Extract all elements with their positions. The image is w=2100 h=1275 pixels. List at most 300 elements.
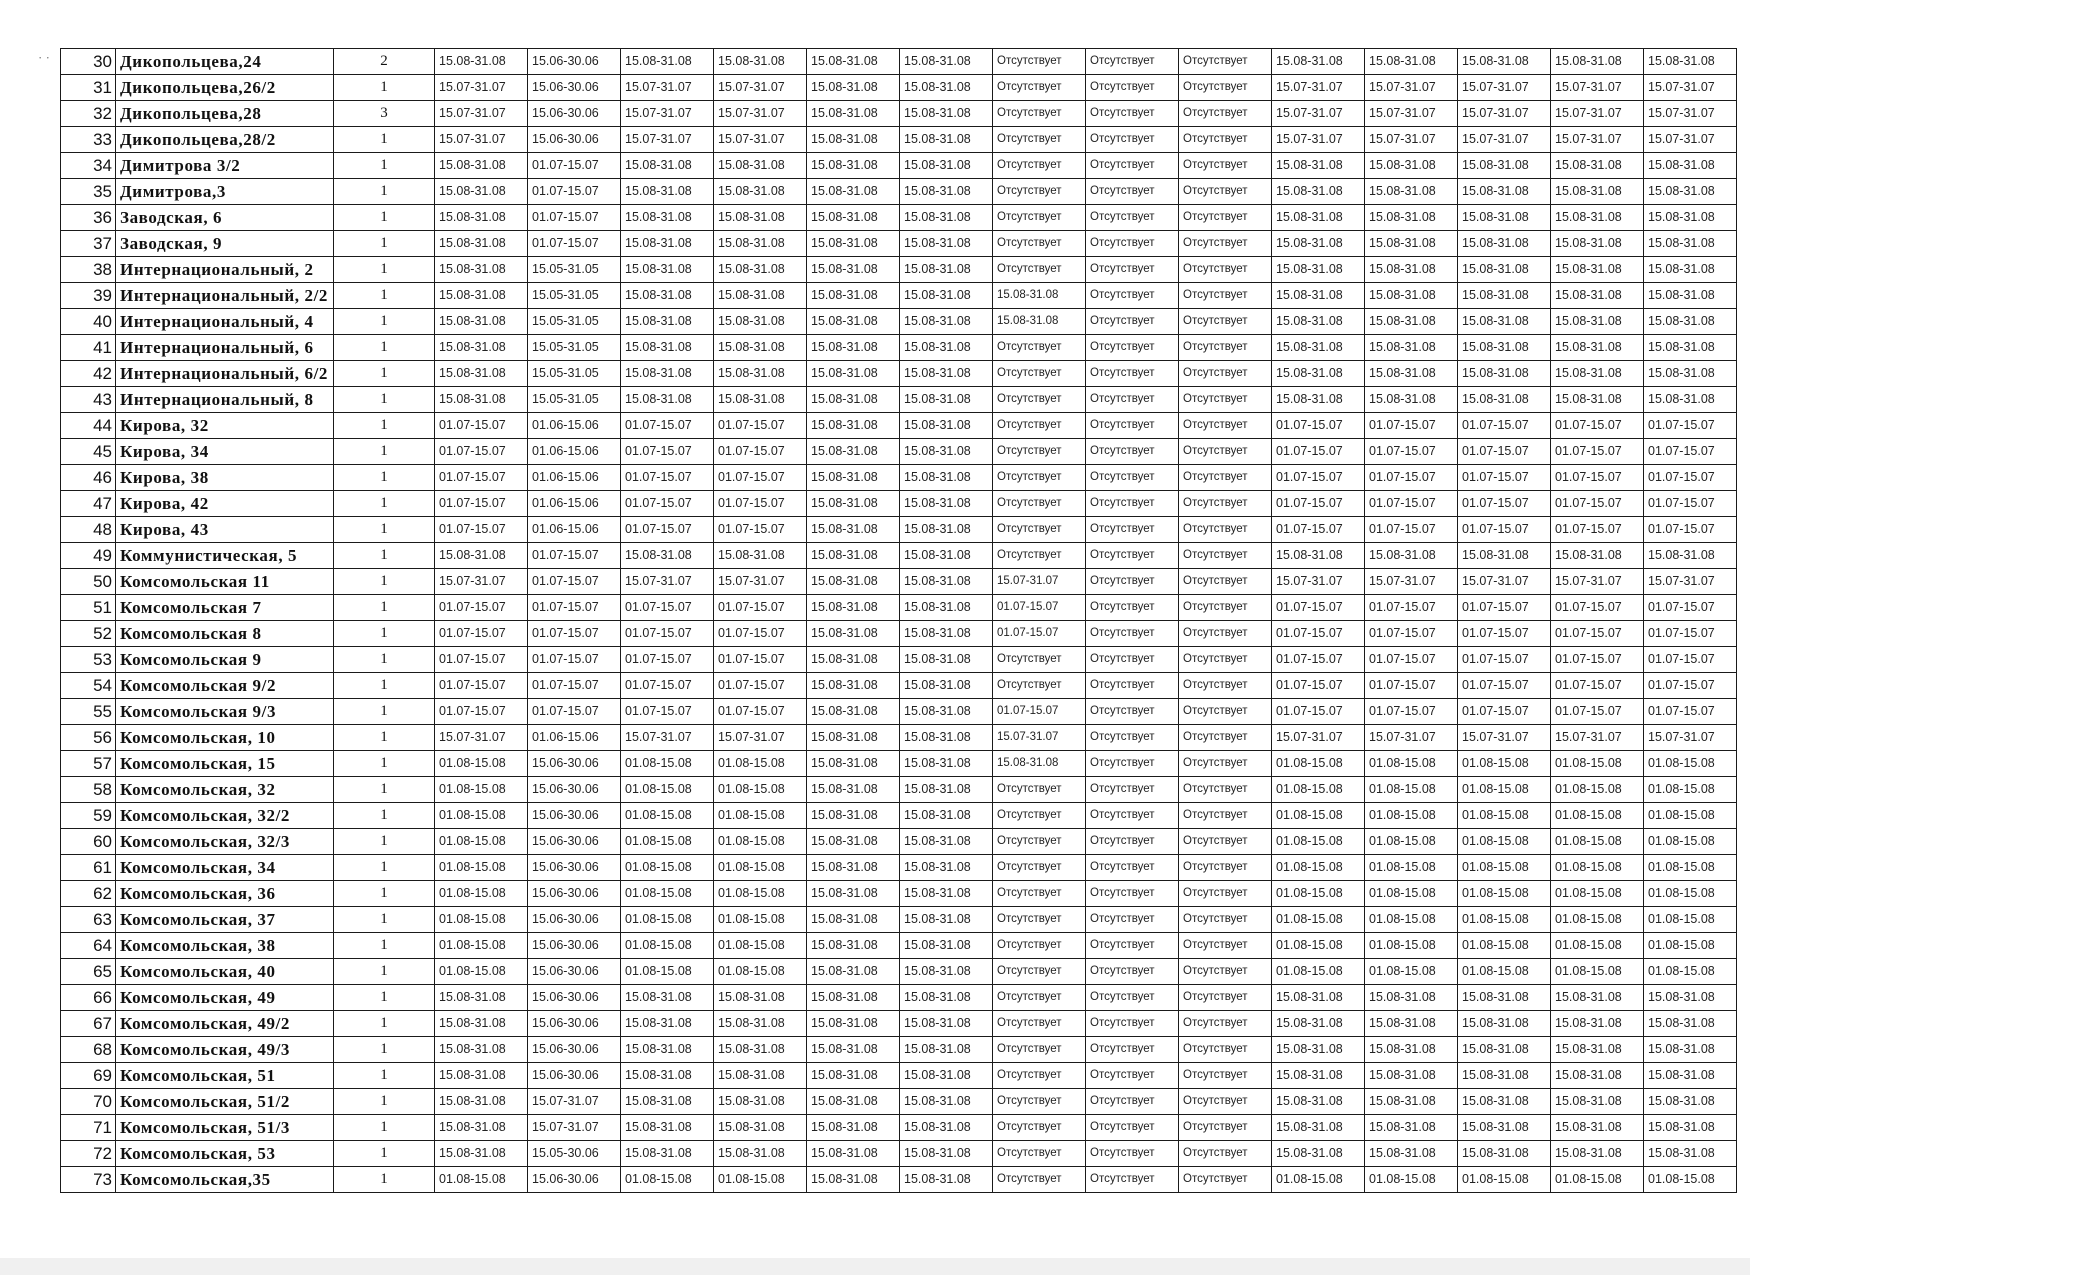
date-range-cell: Отсутствует: [993, 959, 1086, 985]
count-cell: 2: [334, 49, 435, 75]
date-range-cell: Отсутствует: [1086, 699, 1179, 725]
date-range-cell: 01.08-15.08: [435, 933, 528, 959]
date-range-cell: 01.08-15.08: [1551, 829, 1644, 855]
date-range-cell: 01.08-15.08: [1365, 907, 1458, 933]
address-cell: Комсомольская, 53: [116, 1141, 334, 1167]
date-range-cell: 01.08-15.08: [1458, 803, 1551, 829]
date-range-cell: 15.06-30.06: [528, 829, 621, 855]
table-row: [61, 1089, 1737, 1115]
date-range-cell: 01.06-15.06: [528, 491, 621, 517]
address-cell: Димитрова 3/2: [116, 153, 334, 179]
date-range-cell: 01.08-15.08: [621, 777, 714, 803]
date-range-cell: 01.08-15.08: [621, 829, 714, 855]
date-range-cell: 15.07-31.07: [1644, 75, 1737, 101]
date-range-cell: 01.08-15.08: [1365, 751, 1458, 777]
count-cell: 1: [334, 959, 435, 985]
date-range-cell: 15.08-31.08: [993, 283, 1086, 309]
date-range-cell: 01.07-15.07: [621, 465, 714, 491]
date-range-cell: 15.08-31.08: [807, 725, 900, 751]
date-range-cell: 15.08-31.08: [900, 413, 993, 439]
row-number: 57: [61, 751, 116, 777]
date-range-cell: 15.08-31.08: [714, 1141, 807, 1167]
table-row: [61, 49, 1737, 75]
date-range-cell: Отсутствует: [993, 387, 1086, 413]
date-range-cell: 15.08-31.08: [807, 855, 900, 881]
date-range-cell: 15.08-31.08: [1272, 257, 1365, 283]
date-range-cell: 15.08-31.08: [435, 1037, 528, 1063]
date-range-cell: Отсутствует: [1086, 1167, 1179, 1193]
date-range-cell: 15.07-31.07: [1458, 725, 1551, 751]
date-range-cell: 01.07-15.07: [621, 621, 714, 647]
row-number: 44: [61, 413, 116, 439]
date-range-cell: 01.07-15.07: [435, 647, 528, 673]
row-number: 35: [61, 179, 116, 205]
date-range-cell: 15.08-31.08: [1458, 205, 1551, 231]
date-range-cell: Отсутствует: [1179, 1063, 1272, 1089]
address-cell: Кирова, 42: [116, 491, 334, 517]
date-range-cell: 15.08-31.08: [993, 309, 1086, 335]
address-cell: Комсомольская, 32/3: [116, 829, 334, 855]
date-range-cell: 01.07-15.07: [621, 413, 714, 439]
date-range-cell: 15.08-31.08: [1272, 985, 1365, 1011]
date-range-cell: 15.08-31.08: [621, 153, 714, 179]
date-range-cell: Отсутствует: [1086, 543, 1179, 569]
date-range-cell: 15.08-31.08: [1365, 205, 1458, 231]
date-range-cell: 01.07-15.07: [528, 205, 621, 231]
address-cell: Заводская, 6: [116, 205, 334, 231]
date-range-cell: 15.07-31.07: [1551, 569, 1644, 595]
date-range-cell: 15.08-31.08: [900, 933, 993, 959]
date-range-cell: 01.08-15.08: [435, 829, 528, 855]
date-range-cell: 15.08-31.08: [714, 49, 807, 75]
table-row: [61, 907, 1737, 933]
table-row: [61, 75, 1737, 101]
row-number: 56: [61, 725, 116, 751]
date-range-cell: 15.08-31.08: [1458, 361, 1551, 387]
date-range-cell: 15.08-31.08: [807, 985, 900, 1011]
date-range-cell: 15.08-31.08: [900, 283, 993, 309]
count-cell: 1: [334, 777, 435, 803]
address-cell: Комсомольская, 32: [116, 777, 334, 803]
date-range-cell: 01.08-15.08: [621, 881, 714, 907]
date-range-cell: Отсутствует: [1179, 725, 1272, 751]
date-range-cell: 15.06-30.06: [528, 1011, 621, 1037]
row-number: 67: [61, 1011, 116, 1037]
date-range-cell: 01.07-15.07: [993, 699, 1086, 725]
date-range-cell: 15.07-31.07: [528, 1115, 621, 1141]
date-range-cell: 01.07-15.07: [1644, 465, 1737, 491]
date-range-cell: 01.08-15.08: [1272, 803, 1365, 829]
date-range-cell: 01.07-15.07: [1551, 699, 1644, 725]
date-range-cell: 01.07-15.07: [1365, 465, 1458, 491]
table-row: [61, 335, 1737, 361]
date-range-cell: 15.08-31.08: [621, 335, 714, 361]
row-number: 68: [61, 1037, 116, 1063]
date-range-cell: 15.08-31.08: [435, 283, 528, 309]
date-range-cell: 15.08-31.08: [1644, 49, 1737, 75]
date-range-cell: 15.08-31.08: [435, 231, 528, 257]
date-range-cell: 15.08-31.08: [1365, 985, 1458, 1011]
date-range-cell: 15.08-31.08: [435, 153, 528, 179]
date-range-cell: 15.08-31.08: [1551, 1063, 1644, 1089]
date-range-cell: Отсутствует: [1086, 933, 1179, 959]
date-range-cell: 15.08-31.08: [1644, 179, 1737, 205]
address-cell: Кирова, 34: [116, 439, 334, 465]
date-range-cell: 01.07-15.07: [1272, 699, 1365, 725]
date-range-cell: 15.08-31.08: [1365, 49, 1458, 75]
date-range-cell: 01.07-15.07: [1272, 673, 1365, 699]
table-row: [61, 101, 1737, 127]
date-range-cell: 01.08-15.08: [1551, 803, 1644, 829]
row-number: 47: [61, 491, 116, 517]
date-range-cell: Отсутствует: [1179, 257, 1272, 283]
count-cell: 1: [334, 1141, 435, 1167]
date-range-cell: 01.07-15.07: [528, 621, 621, 647]
date-range-cell: 01.07-15.07: [528, 569, 621, 595]
date-range-cell: 01.07-15.07: [1272, 413, 1365, 439]
date-range-cell: 01.08-15.08: [621, 959, 714, 985]
address-cell: Комсомольская, 40: [116, 959, 334, 985]
address-cell: Комсомольская 9/2: [116, 673, 334, 699]
table-row: [61, 803, 1737, 829]
count-cell: 1: [334, 1167, 435, 1193]
date-range-cell: Отсутствует: [993, 1011, 1086, 1037]
date-range-cell: 01.07-15.07: [435, 621, 528, 647]
date-range-cell: 01.07-15.07: [1272, 595, 1365, 621]
date-range-cell: 15.08-31.08: [435, 387, 528, 413]
date-range-cell: 15.08-31.08: [621, 49, 714, 75]
date-range-cell: 15.08-31.08: [900, 231, 993, 257]
date-range-cell: Отсутствует: [993, 1037, 1086, 1063]
date-range-cell: 15.08-31.08: [1272, 361, 1365, 387]
date-range-cell: Отсутствует: [1179, 829, 1272, 855]
date-range-cell: 15.08-31.08: [900, 179, 993, 205]
date-range-cell: 15.06-30.06: [528, 1063, 621, 1089]
date-range-cell: Отсутствует: [1179, 231, 1272, 257]
date-range-cell: 15.08-31.08: [900, 153, 993, 179]
date-range-cell: 15.08-31.08: [435, 257, 528, 283]
date-range-cell: 15.08-31.08: [807, 231, 900, 257]
date-range-cell: 01.08-15.08: [714, 777, 807, 803]
date-range-cell: Отсутствует: [993, 75, 1086, 101]
count-cell: 1: [334, 881, 435, 907]
date-range-cell: 15.08-31.08: [1551, 283, 1644, 309]
date-range-cell: 15.08-31.08: [714, 1011, 807, 1037]
date-range-cell: 01.07-15.07: [528, 699, 621, 725]
date-range-cell: 01.07-15.07: [1644, 439, 1737, 465]
count-cell: 1: [334, 647, 435, 673]
date-range-cell: 15.08-31.08: [807, 777, 900, 803]
date-range-cell: Отсутствует: [1179, 179, 1272, 205]
date-range-cell: Отсутствует: [993, 985, 1086, 1011]
date-range-cell: 15.08-31.08: [1644, 205, 1737, 231]
date-range-cell: 01.06-15.06: [528, 413, 621, 439]
date-range-cell: Отсутствует: [1086, 413, 1179, 439]
date-range-cell: 01.07-15.07: [1458, 439, 1551, 465]
date-range-cell: 15.08-31.08: [1458, 1089, 1551, 1115]
row-number: 43: [61, 387, 116, 413]
date-range-cell: Отсутствует: [993, 1115, 1086, 1141]
date-range-cell: 15.08-31.08: [900, 699, 993, 725]
count-cell: 1: [334, 569, 435, 595]
date-range-cell: 15.08-31.08: [1272, 1115, 1365, 1141]
date-range-cell: 01.07-15.07: [621, 647, 714, 673]
count-cell: 1: [334, 127, 435, 153]
date-range-cell: 15.08-31.08: [435, 1115, 528, 1141]
date-range-cell: 15.08-31.08: [900, 101, 993, 127]
date-range-cell: 15.08-31.08: [807, 257, 900, 283]
date-range-cell: 15.07-31.07: [435, 101, 528, 127]
date-range-cell: 15.06-30.06: [528, 933, 621, 959]
date-range-cell: 15.08-31.08: [807, 1141, 900, 1167]
date-range-cell: 15.08-31.08: [900, 387, 993, 413]
count-cell: 1: [334, 439, 435, 465]
date-range-cell: Отсутствует: [993, 803, 1086, 829]
date-range-cell: Отсутствует: [1086, 283, 1179, 309]
date-range-cell: 15.07-31.07: [1644, 725, 1737, 751]
count-cell: 1: [334, 1089, 435, 1115]
row-number: 65: [61, 959, 116, 985]
address-cell: Димитрова,3: [116, 179, 334, 205]
date-range-cell: 15.08-31.08: [714, 1089, 807, 1115]
date-range-cell: Отсутствует: [1086, 361, 1179, 387]
date-range-cell: 15.08-31.08: [1365, 283, 1458, 309]
count-cell: 1: [334, 699, 435, 725]
date-range-cell: 15.08-31.08: [807, 75, 900, 101]
date-range-cell: 15.08-31.08: [1551, 153, 1644, 179]
date-range-cell: 15.08-31.08: [1272, 153, 1365, 179]
date-range-cell: 01.07-15.07: [1644, 595, 1737, 621]
table-row: [61, 595, 1737, 621]
date-range-cell: 15.08-31.08: [1365, 257, 1458, 283]
date-range-cell: Отсутствует: [993, 517, 1086, 543]
date-range-cell: 15.07-31.07: [435, 75, 528, 101]
date-range-cell: 15.08-31.08: [1272, 1037, 1365, 1063]
date-range-cell: 01.08-15.08: [435, 1167, 528, 1193]
table-row: [61, 517, 1737, 543]
date-range-cell: 01.07-15.07: [1644, 647, 1737, 673]
date-range-cell: 15.06-30.06: [528, 75, 621, 101]
date-range-cell: 01.07-15.07: [435, 673, 528, 699]
row-number: 34: [61, 153, 116, 179]
date-range-cell: 01.07-15.07: [1365, 595, 1458, 621]
date-range-cell: 15.08-31.08: [435, 985, 528, 1011]
date-range-cell: 15.08-31.08: [1365, 543, 1458, 569]
date-range-cell: 15.06-30.06: [528, 1037, 621, 1063]
date-range-cell: 01.07-15.07: [1551, 517, 1644, 543]
date-range-cell: 01.07-15.07: [993, 595, 1086, 621]
date-range-cell: Отсутствует: [1086, 595, 1179, 621]
address-cell: Кирова, 32: [116, 413, 334, 439]
count-cell: 1: [334, 387, 435, 413]
date-range-cell: 15.08-31.08: [1644, 387, 1737, 413]
date-range-cell: Отсутствует: [1086, 179, 1179, 205]
date-range-cell: 15.08-31.08: [621, 179, 714, 205]
date-range-cell: 15.08-31.08: [435, 361, 528, 387]
row-number: 37: [61, 231, 116, 257]
date-range-cell: 15.08-31.08: [1458, 335, 1551, 361]
date-range-cell: 01.08-15.08: [1551, 1167, 1644, 1193]
row-number: 73: [61, 1167, 116, 1193]
date-range-cell: 15.08-31.08: [1644, 543, 1737, 569]
date-range-cell: 15.08-31.08: [621, 309, 714, 335]
address-cell: Интернациональный, 2: [116, 257, 334, 283]
date-range-cell: 01.06-15.06: [528, 517, 621, 543]
address-cell: Интернациональный, 6/2: [116, 361, 334, 387]
date-range-cell: Отсутствует: [1086, 439, 1179, 465]
date-range-cell: 01.08-15.08: [621, 907, 714, 933]
count-cell: 1: [334, 465, 435, 491]
date-range-cell: 15.08-31.08: [900, 1037, 993, 1063]
table-row: [61, 127, 1737, 153]
date-range-cell: Отсутствует: [993, 1063, 1086, 1089]
date-range-cell: 15.08-31.08: [900, 647, 993, 673]
date-range-cell: 15.08-31.08: [714, 1115, 807, 1141]
date-range-cell: 15.08-31.08: [807, 413, 900, 439]
date-range-cell: Отсутствует: [1179, 1167, 1272, 1193]
date-range-cell: 01.08-15.08: [1644, 881, 1737, 907]
date-range-cell: Отсутствует: [1179, 335, 1272, 361]
date-range-cell: 15.08-31.08: [900, 829, 993, 855]
date-range-cell: 01.07-15.07: [1551, 465, 1644, 491]
date-range-cell: 01.07-15.07: [1458, 465, 1551, 491]
date-range-cell: 01.08-15.08: [435, 803, 528, 829]
date-range-cell: 15.08-31.08: [1551, 387, 1644, 413]
date-range-cell: 01.08-15.08: [1272, 959, 1365, 985]
row-number: 49: [61, 543, 116, 569]
date-range-cell: 15.08-31.08: [435, 543, 528, 569]
date-range-cell: 01.07-15.07: [1458, 595, 1551, 621]
date-range-cell: 01.08-15.08: [435, 777, 528, 803]
date-range-cell: 15.08-31.08: [900, 959, 993, 985]
date-range-cell: 15.08-31.08: [1272, 1011, 1365, 1037]
date-range-cell: 01.07-15.07: [714, 621, 807, 647]
date-range-cell: 01.08-15.08: [435, 855, 528, 881]
row-number: 31: [61, 75, 116, 101]
date-range-cell: 15.08-31.08: [1458, 153, 1551, 179]
date-range-cell: 15.08-31.08: [621, 205, 714, 231]
date-range-cell: 15.07-31.07: [1365, 725, 1458, 751]
date-range-cell: 15.07-31.07: [714, 569, 807, 595]
date-range-cell: 15.08-31.08: [807, 751, 900, 777]
date-range-cell: 15.07-31.07: [1365, 75, 1458, 101]
date-range-cell: 01.07-15.07: [1365, 699, 1458, 725]
date-range-cell: 01.08-15.08: [1272, 751, 1365, 777]
date-range-cell: 15.08-31.08: [1644, 231, 1737, 257]
date-range-cell: 01.08-15.08: [1551, 777, 1644, 803]
date-range-cell: 15.07-31.07: [1272, 101, 1365, 127]
count-cell: 1: [334, 309, 435, 335]
count-cell: 1: [334, 673, 435, 699]
date-range-cell: Отсутствует: [993, 153, 1086, 179]
row-number: 30: [61, 49, 116, 75]
table-row: [61, 491, 1737, 517]
date-range-cell: 01.08-15.08: [1551, 855, 1644, 881]
date-range-cell: 15.08-31.08: [1551, 1037, 1644, 1063]
date-range-cell: 15.08-31.08: [1458, 49, 1551, 75]
row-number: 70: [61, 1089, 116, 1115]
count-cell: 1: [334, 283, 435, 309]
date-range-cell: 15.08-31.08: [714, 153, 807, 179]
date-range-cell: 01.07-15.07: [1458, 517, 1551, 543]
date-range-cell: 15.08-31.08: [1551, 49, 1644, 75]
date-range-cell: 15.07-31.07: [1551, 101, 1644, 127]
date-range-cell: 01.07-15.07: [435, 595, 528, 621]
date-range-cell: Отсутствует: [993, 101, 1086, 127]
table-row: [61, 283, 1737, 309]
date-range-cell: 01.08-15.08: [1272, 777, 1365, 803]
date-range-cell: 01.07-15.07: [1644, 491, 1737, 517]
date-range-cell: 15.08-31.08: [807, 595, 900, 621]
date-range-cell: Отсутствует: [1086, 49, 1179, 75]
date-range-cell: 01.07-15.07: [528, 179, 621, 205]
table-row: [61, 1141, 1737, 1167]
date-range-cell: 15.07-31.07: [621, 101, 714, 127]
date-range-cell: 15.08-31.08: [1365, 1089, 1458, 1115]
date-range-cell: Отсутствует: [1179, 361, 1272, 387]
date-range-cell: 15.08-31.08: [621, 257, 714, 283]
count-cell: 1: [334, 517, 435, 543]
date-range-cell: 01.07-15.07: [1551, 413, 1644, 439]
date-range-cell: 15.08-31.08: [1458, 309, 1551, 335]
date-range-cell: 15.06-30.06: [528, 907, 621, 933]
count-cell: 1: [334, 595, 435, 621]
date-range-cell: 15.08-31.08: [714, 1037, 807, 1063]
date-range-cell: Отсутствует: [1179, 1115, 1272, 1141]
date-range-cell: 15.08-31.08: [900, 49, 993, 75]
date-range-cell: 01.07-15.07: [528, 673, 621, 699]
date-range-cell: 15.08-31.08: [1644, 1115, 1737, 1141]
date-range-cell: 01.08-15.08: [1272, 881, 1365, 907]
date-range-cell: 01.07-15.07: [435, 699, 528, 725]
count-cell: 1: [334, 933, 435, 959]
date-range-cell: 01.08-15.08: [1644, 829, 1737, 855]
date-range-cell: Отсутствует: [993, 1089, 1086, 1115]
table-row: [61, 621, 1737, 647]
date-range-cell: 15.07-31.07: [1458, 569, 1551, 595]
date-range-cell: 15.08-31.08: [807, 959, 900, 985]
date-range-cell: Отсутствует: [1179, 465, 1272, 491]
date-range-cell: Отсутствует: [1086, 1089, 1179, 1115]
date-range-cell: 15.06-30.06: [528, 751, 621, 777]
date-range-cell: 01.07-15.07: [1458, 413, 1551, 439]
table-row: [61, 543, 1737, 569]
date-range-cell: Отсутствует: [1179, 777, 1272, 803]
date-range-cell: 15.08-31.08: [807, 621, 900, 647]
date-range-cell: 01.08-15.08: [621, 855, 714, 881]
address-cell: Комсомольская 9/3: [116, 699, 334, 725]
date-range-cell: 01.07-15.07: [714, 647, 807, 673]
date-range-cell: 15.08-31.08: [1365, 1037, 1458, 1063]
date-range-cell: 15.08-31.08: [1644, 309, 1737, 335]
date-range-cell: 15.08-31.08: [807, 491, 900, 517]
date-range-cell: 15.07-31.07: [714, 725, 807, 751]
address-cell: Интернациональный, 6: [116, 335, 334, 361]
date-range-cell: 01.07-15.07: [1551, 673, 1644, 699]
table-row: [61, 1063, 1737, 1089]
date-range-cell: 01.07-15.07: [621, 673, 714, 699]
date-range-cell: 01.08-15.08: [714, 803, 807, 829]
date-range-cell: Отсутствует: [993, 881, 1086, 907]
date-range-cell: Отсутствует: [993, 855, 1086, 881]
date-range-cell: 15.08-31.08: [900, 881, 993, 907]
table-row: [61, 933, 1737, 959]
date-range-cell: Отсутствует: [1179, 673, 1272, 699]
table-row: [61, 361, 1737, 387]
date-range-cell: 15.05-31.05: [528, 257, 621, 283]
date-range-cell: 01.08-15.08: [1458, 933, 1551, 959]
table-row: [61, 855, 1737, 881]
